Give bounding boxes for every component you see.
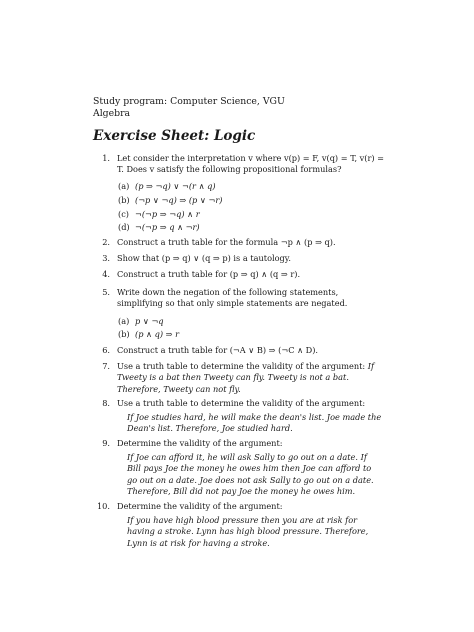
item-formula: (p ∧ q) ⇒ r xyxy=(135,329,180,339)
problem-10-argument: If you have high blood pressure then you are at risk for having a stroke. Lynn has high blood pressure. Therefore, Lynn is at risk for having a stroke. xyxy=(127,515,369,548)
item-formula: ¬(¬p ⇒ q ∧ ¬r) xyxy=(135,222,200,232)
item-label: (b) xyxy=(118,195,130,205)
course-name: Algebra xyxy=(93,108,131,119)
item-formula: p ∨ ¬q xyxy=(135,316,164,326)
problem-number: 3. xyxy=(102,253,110,263)
problem-7 xyxy=(95,361,385,395)
problem-9-argument: If Joe can afford it, he will ask Sally to go out on a date. If Bill pays Joe the money he owes him then Joe can afford to go out on a date. Joe does not ask Sally to go out on a date. Therefore, Bill did not pay Joe the money he owes him. xyxy=(127,452,374,497)
problem-text: Show that (p ⇒ q) ∨ (q ⇒ p) is a tautology. xyxy=(117,253,291,263)
problem-number: 6. xyxy=(102,345,110,355)
item-label: (a) xyxy=(118,316,130,326)
problem-3 xyxy=(95,253,385,264)
problem-text: Determine the validity of the argument: xyxy=(117,501,283,511)
problem-text: Let consider the interpretation v where v(p) = F, v(q) = T, v(r) = T. Does v satisfy the following propositional formulas? xyxy=(117,153,385,175)
problem-text: Construct a truth table for (p ⇒ q) ∧ (q ⇒ r). xyxy=(117,269,301,279)
problem-1-item-d xyxy=(118,222,200,233)
problem-number: 8. xyxy=(102,398,110,408)
problem-1-item-a xyxy=(118,181,216,192)
problem-8-argument: If Joe studies hard, he will make the dean's list. Joe made the Dean's list. Therefore, Joe studied hard. xyxy=(127,412,382,434)
problem-number: 2. xyxy=(102,237,110,247)
problem-number: 5. xyxy=(102,287,110,297)
problem-text: Construct a truth table for (¬A ∨ B) ⇒ (¬C ∧ D). xyxy=(117,345,319,355)
page-title: Exercise Sheet: Logic xyxy=(93,128,256,144)
problem-8 xyxy=(95,398,385,409)
header xyxy=(93,96,285,120)
problem-text: Construct a truth table for the formula ¬p ∧ (p ⇒ q). xyxy=(117,237,336,247)
problem-1 xyxy=(95,153,385,176)
item-label: (d) xyxy=(118,222,130,232)
item-formula: (¬p ∨ ¬q) ⇒ (p ∨ ¬r) xyxy=(135,195,223,205)
study-program: Study program: Computer Science, VGU xyxy=(93,96,285,107)
problem-6 xyxy=(95,345,385,356)
problem-1-item-b xyxy=(118,195,222,206)
problem-argument: If Tweety is a bat then Tweety can fly. Tweety is not a bat. Therefore, Tweety can not fly. xyxy=(117,361,375,394)
item-label: (b) xyxy=(118,329,130,339)
problem-text: Use a truth table to determine the validity of the argument: xyxy=(117,361,366,371)
problem-text: Determine the validity of the argument: xyxy=(117,438,283,448)
item-label: (a) xyxy=(118,181,130,191)
problem-number: 7. xyxy=(102,361,110,371)
problem-5-item-a xyxy=(118,316,164,327)
problem-9 xyxy=(95,438,385,449)
item-formula: ¬(¬p ⇒ ¬q) ∧ r xyxy=(135,209,200,219)
problem-number: 9. xyxy=(102,438,110,448)
problem-text: Write down the negation of the following statements, simplifying so that only simple statements are negated. xyxy=(117,287,348,309)
problem-number: 10. xyxy=(96,501,110,511)
problem-number: 4. xyxy=(102,269,110,279)
item-formula: (p ⇒ ¬q) ∨ ¬(r ∧ q) xyxy=(135,181,216,191)
problem-text: Use a truth table to determine the validity of the argument: xyxy=(117,398,366,408)
problem-4 xyxy=(95,269,385,280)
problem-number: 1. xyxy=(102,153,110,163)
problem-10 xyxy=(95,501,385,512)
problem-5-item-b xyxy=(118,329,179,340)
problem-5 xyxy=(95,287,385,310)
problem-2 xyxy=(95,237,385,248)
problem-1-item-c xyxy=(118,209,200,220)
item-label: (c) xyxy=(118,209,129,219)
